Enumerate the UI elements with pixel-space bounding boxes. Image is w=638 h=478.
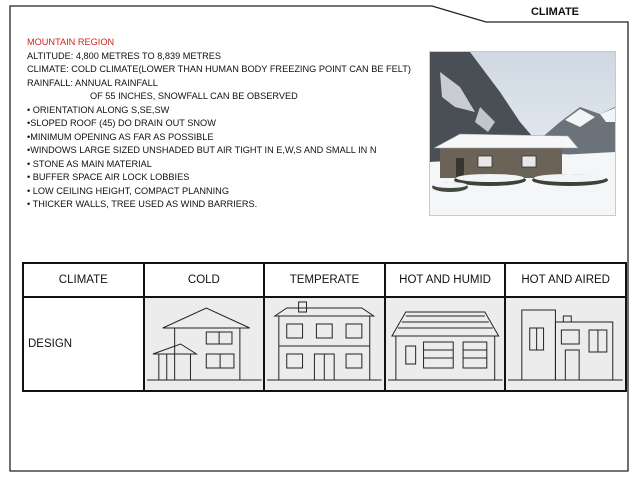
table-cell <box>264 297 385 391</box>
note-line: •WINDOWS LARGE SIZED UNSHADED BUT AIR TIGHT IN E,W,S AND SMALL IN N <box>27 145 377 155</box>
table-header-cell: TEMPERATE <box>264 263 385 297</box>
climate-design-table <box>22 262 627 392</box>
note-line: •MINIMUM OPENING AS FAR AS POSSIBLE <box>27 131 214 142</box>
row-label: DESIGN <box>23 297 144 391</box>
table-cell <box>144 297 265 391</box>
table-header-row <box>23 263 626 297</box>
note-line: • THICKER WALLS, TREE USED AS WIND BARRIERS. <box>27 199 258 209</box>
hot-arid-house-elevation-icon <box>506 298 625 390</box>
notes-heading: MOUNTAIN REGION <box>27 37 115 47</box>
table-header-cell: HOT AND AIRED <box>505 263 626 297</box>
page-title: CLIMATE <box>530 6 580 18</box>
temperate-house-elevation-icon <box>265 298 384 390</box>
climate-notes <box>27 36 427 212</box>
note-line: • LOW CEILING HEIGHT, COMPACT PLANNING <box>27 185 229 196</box>
table-header-cell: HOT AND HUMID <box>385 263 506 297</box>
note-line: OF 55 INCHES, SNOWFALL CAN BE OBSERVED <box>90 91 298 101</box>
note-line: ALTITUDE: 4,800 METRES TO 8,839 METRES <box>27 50 222 61</box>
hot-humid-house-elevation-icon <box>386 298 505 390</box>
note-line: • BUFFER SPACE AIR LOCK LOBBIES <box>27 172 190 182</box>
note-line: • STONE AS MAIN MATERIAL <box>27 158 152 169</box>
snowy-stone-house-photo <box>429 51 616 216</box>
table-header-cell: CLIMATE <box>23 263 144 297</box>
table-header-cell: COLD <box>144 263 265 297</box>
note-line: •SLOPED ROOF (45) DO DRAIN OUT SNOW <box>27 118 216 128</box>
note-line: RAINFALL: ANNUAL RAINFALL <box>27 77 158 88</box>
cold-house-elevation-icon <box>145 298 264 390</box>
table-row <box>23 297 626 391</box>
note-line: • ORIENTATION ALONG S,SE,SW <box>27 104 170 115</box>
table-cell <box>385 297 506 391</box>
table-cell <box>505 297 626 391</box>
note-line: CLIMATE: COLD CLIMATE(LOWER THAN HUMAN BODY FREEZING POINT CAN BE FELT) <box>27 64 411 74</box>
